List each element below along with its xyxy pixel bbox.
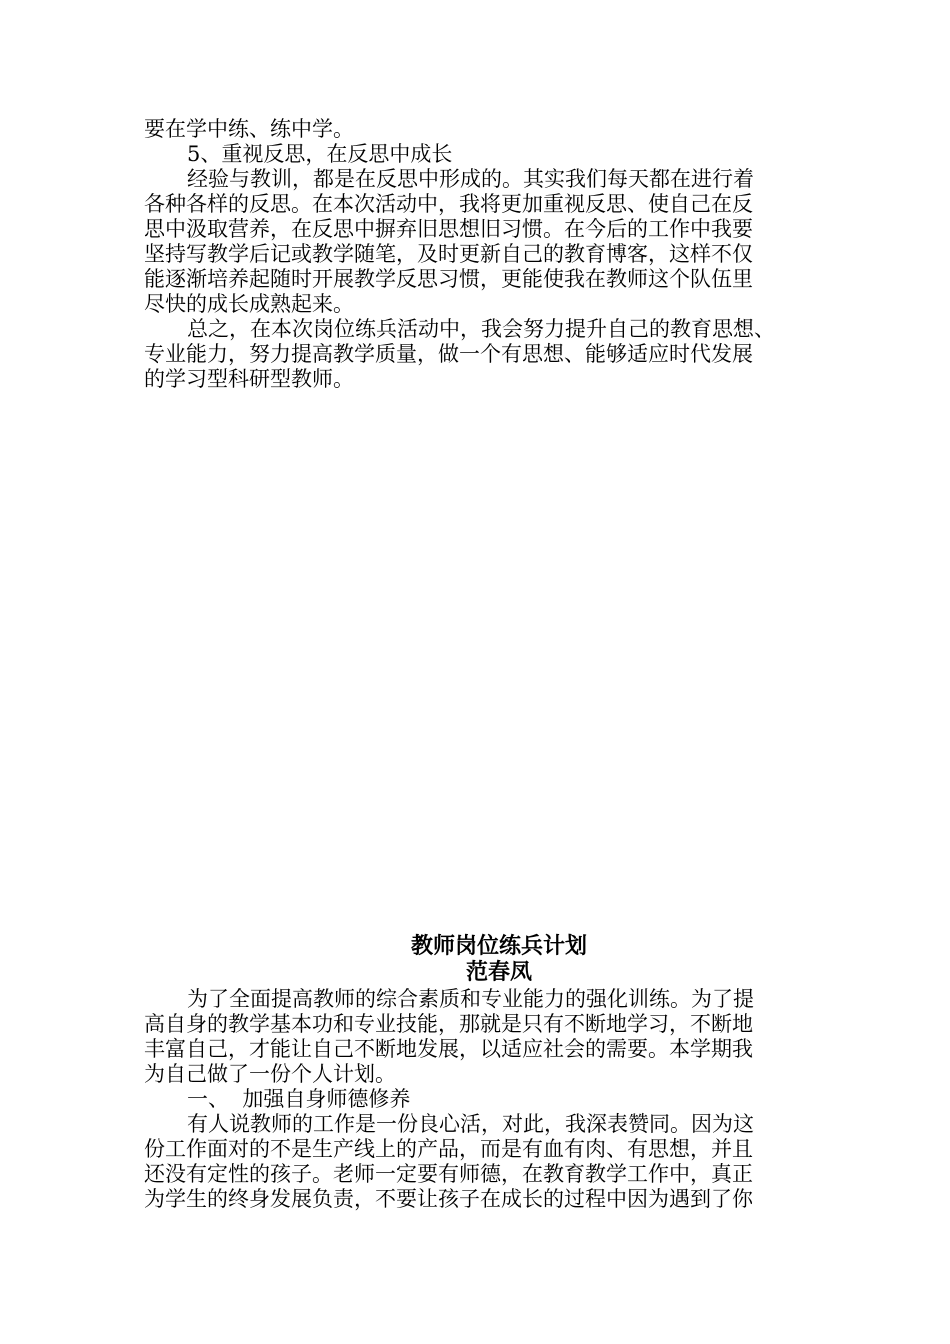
paragraph-line: 的学习型科研型教师。 (144, 367, 354, 391)
document-title: 教师岗位练兵计划 (410, 933, 587, 959)
section-heading-ethics: 一、 加强自身师德修养 (187, 1087, 411, 1111)
document-author: 范春凤 (465, 959, 532, 985)
paragraph-line: 还没有定性的孩子。老师一定要有师德，在教育教学工作中，真正 (144, 1162, 753, 1186)
paragraph-line: 坚持写教学后记或教学随笔，及时更新自己的教育博客，这样不仅 (144, 242, 753, 266)
paragraph-line: 高自身的教学基本功和专业技能，那就是只有不断地学习，不断地 (144, 1012, 753, 1036)
paragraph-line: 各种各样的反思。在本次活动中，我将更加重视反思、使自己在反 (144, 192, 753, 216)
paragraph-line: 份工作面对的不是生产线上的产品，而是有血有肉、有思想，并且 (144, 1137, 753, 1161)
section-heading-reflection: 5、重视反思，在反思中成长 (187, 142, 453, 166)
paragraph-line: 思中汲取营养，在反思中摒弃旧思想旧习惯。在今后的工作中我要 (144, 217, 753, 241)
paragraph-line: 要在学中练、练中学。 (144, 117, 354, 141)
paragraph-line: 为学生的终身发展负责，不要让孩子在成长的过程中因为遇到了你 (144, 1187, 753, 1211)
paragraph-line: 为自己做了一份个人计划。 (144, 1062, 396, 1086)
closing-section (144, 117, 804, 392)
paragraph-line: 经验与教训，都是在反思中形成的。其实我们每天都在进行着 (187, 167, 754, 191)
plan-body (144, 987, 804, 1212)
paragraph-line: 专业能力，努力提高教学质量，做一个有思想、能够适应时代发展 (144, 342, 753, 366)
paragraph-line: 能逐渐培养起随时开展教学反思习惯，更能使我在教师这个队伍里 (144, 267, 753, 291)
paragraph-line: 尽快的成长成熟起来。 (144, 292, 354, 316)
paragraph-line: 丰富自己，才能让自己不断地发展，以适应社会的需要。本学期我 (144, 1037, 753, 1061)
paragraph-line: 有人说教师的工作是一份良心活，对此，我深表赞同。因为这 (187, 1112, 754, 1136)
paragraph-line: 为了全面提高教师的综合素质和专业能力的强化训练。为了提 (187, 987, 754, 1011)
paragraph-line: 总之，在本次岗位练兵活动中，我会努力提升自己的教育思想、 (187, 317, 775, 341)
